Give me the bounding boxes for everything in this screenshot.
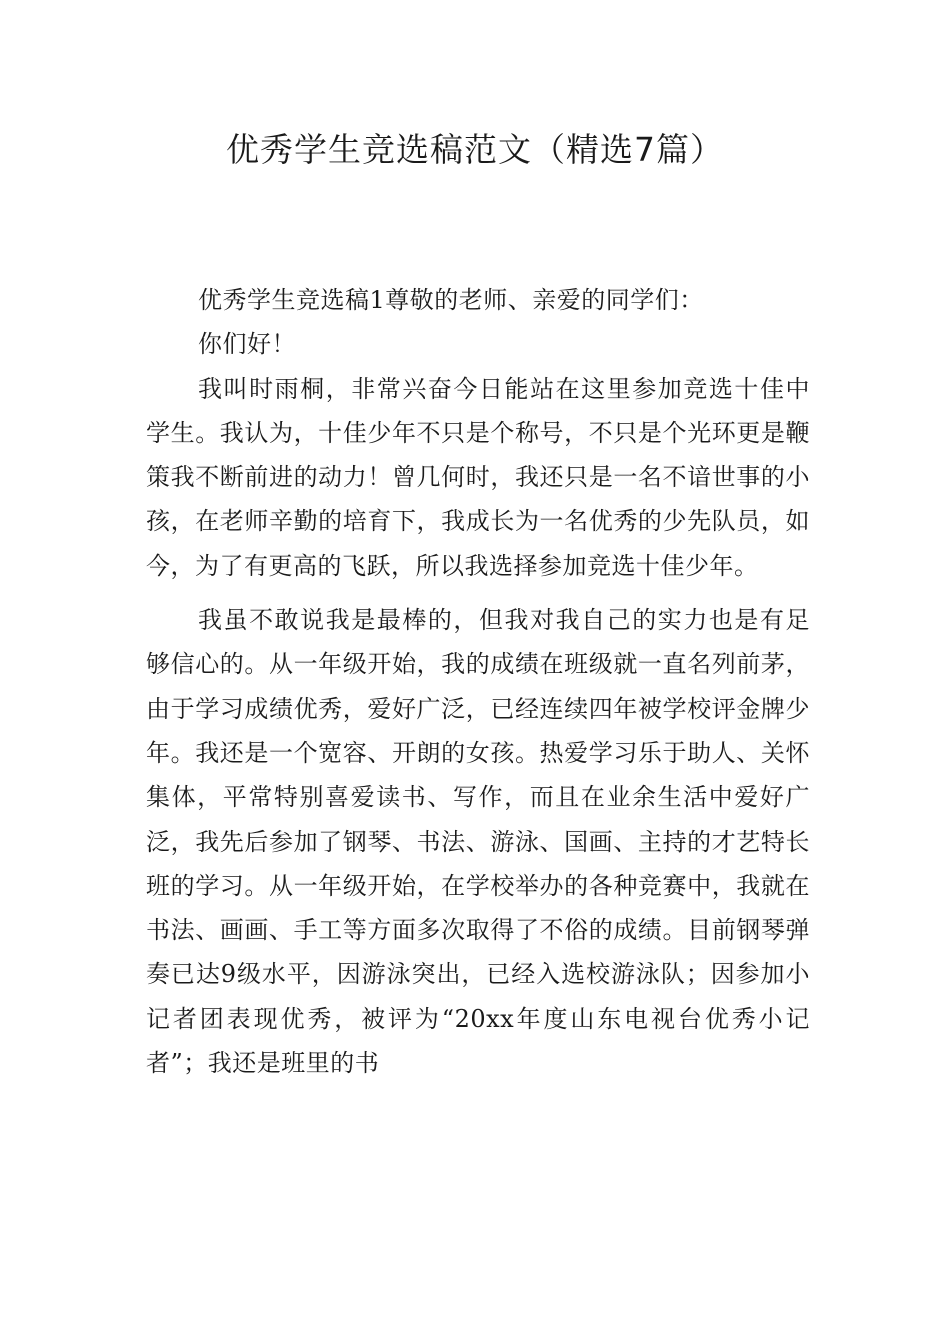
document-title: 优秀学生竞选稿范文（精选7篇） bbox=[226, 130, 724, 169]
document-body bbox=[146, 278, 810, 1085]
paragraph-achievements: 我虽不敢说我是最棒的，但我对我自己的实力也是有足够信心的。从一年级开始，我的成绩在班级就一直名列前茅，由于学习成绩优秀，爱好广泛，已经连续四年被学校评金牌少年。我还是一个宽容、开朗的女孩。热爱学习乐于助人、关怀集体，平常特别喜爱读书、写作，而且在业余生活中爱好广泛，我先后参加了钢琴、书法、游泳、国画、主持的才艺特长班的学习。从一年级开始，在学校举办的各种竞赛中，我就在书法、画画、手工等方面多次取得了不俗的成绩。目前钢琴弹奏已达9级水平，因游泳突出，已经入选校游泳队；因参加小记者团表现优秀，被评为“20xx年度山东电视台优秀小记者”；我还是班里的书 bbox=[146, 606, 810, 1078]
paragraph-salutation: 优秀学生竞选稿1尊敬的老师、亲爱的同学们： bbox=[198, 286, 704, 314]
paragraph-greeting: 你们好！ bbox=[198, 330, 296, 359]
paragraph-introduction: 我叫时雨桐，非常兴奋今日能站在这里参加竞选十佳中学生。我认为，十佳少年不只是个称号，不只是个光环更是鞭策我不断前进的动力！曾几何时，我还只是一名不谙世事的小孩，在老师辛勤的培育下，我成长为一名优秀的少先队员，如今，为了有更高的飞跃，所以我选择参加竞选十佳少年。 bbox=[146, 374, 810, 580]
